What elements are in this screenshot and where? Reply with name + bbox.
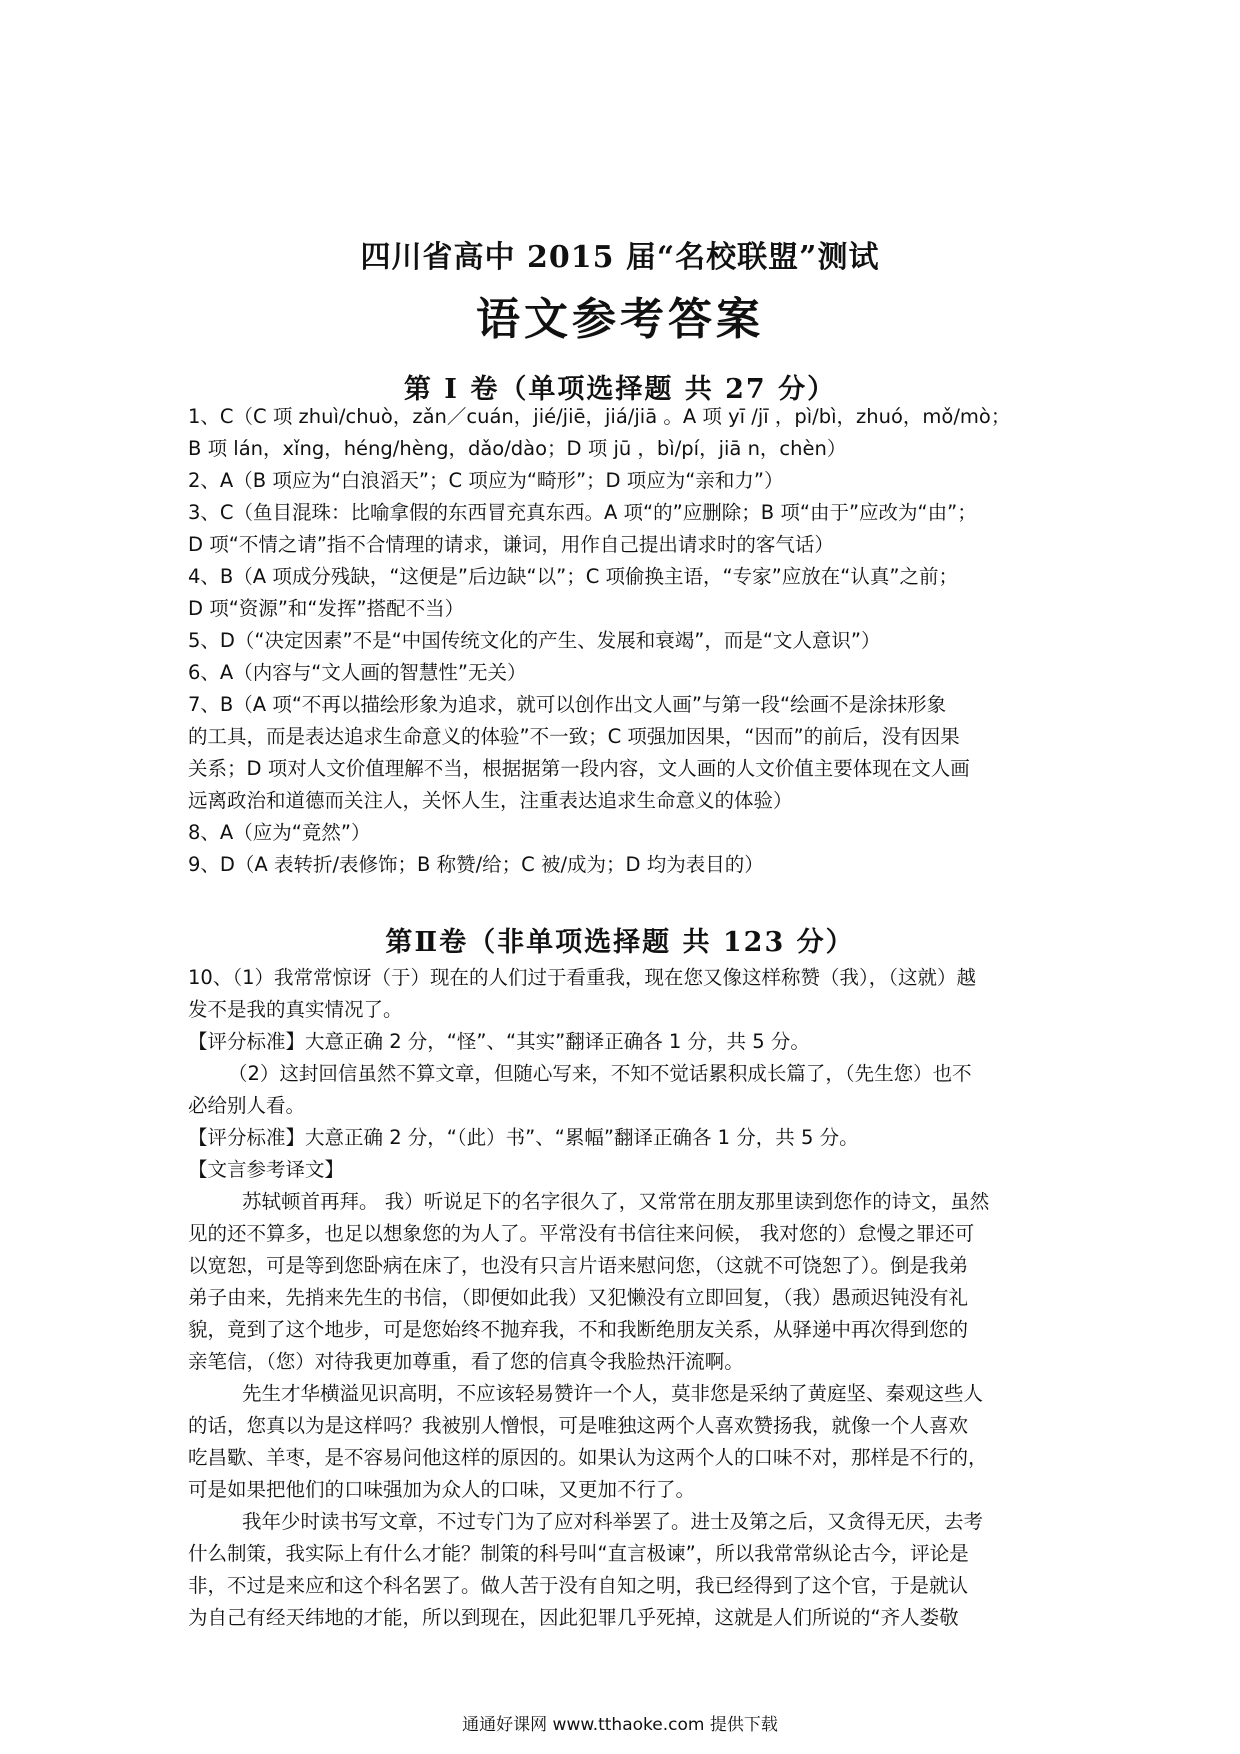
translation-line: 见的还不算多，也足以想象您的为人了。平常没有书信往来问候， 我对您的）怠慢之罪还可 xyxy=(188,1222,975,1245)
section2-answers xyxy=(188,962,1088,1634)
translation-line: 什么制策，我实际上有什么才能？制策的科号叫“直言极谏”，所以我常常纵论古今，评论是 xyxy=(188,1542,969,1565)
answer-line: 1、C（C 项 zhuì/chuò，zǎn／cuán，jié/jiē，jiá/jiā 。A 项 yī /jī ，pì/bì，zhuó，mǒ/mò； xyxy=(188,405,1011,428)
footer-watermark: 通通好课网 www.tthaoke.com 提供下载 xyxy=(462,1715,778,1735)
translation-line: 非，不过是来应和这个科名罢了。做人苦于没有自知之明，我已经得到了这个官，于是就认 xyxy=(188,1574,969,1597)
answer-line: （2）这封回信虽然不算文章，但随心写来，不知不觉话累积成长篇了，（先生您）也不 xyxy=(228,1062,972,1085)
answer-line: 10、（1）我常常惊讶（于）现在的人们过于看重我，现在您又像这样称赞（我），（这就）越 xyxy=(188,966,976,989)
scoring-standard-line: 【评分标准】大意正确 2 分，“（此）书”、“累幅”翻译正确各 1 分，共 5 分。 xyxy=(188,1126,859,1149)
section-heading-part2: 第Ⅱ卷（非单项选择题 共 123 分） xyxy=(385,927,855,958)
answer-line: 关系；D 项对人文价值理解不当，根据据第一段内容，文人画的人文价值主要体现在文人画 xyxy=(188,757,970,780)
translation-line: 可是如果把他们的口味强加为众人的口味，又更加不行了。 xyxy=(188,1478,696,1501)
translation-line: 先生才华横溢见识高明，不应该轻易赞许一个人，莫非您是采纳了黄庭坚、秦观这些人 xyxy=(242,1382,984,1405)
answer-line: D 项“不情之请”指不合情理的请求，谦词，用作自己提出请求时的客气话） xyxy=(188,533,834,556)
document-title: 四川省高中 2015 届“名校联盟”测试 xyxy=(360,240,880,275)
answer-line: 7、B（A 项“不再以描绘形象为追求，就可以创作出文人画”与第一段“绘画不是涂抹形象 xyxy=(188,693,947,716)
translation-line: 亲笔信，（您）对待我更加尊重，看了您的信真令我脸热汗流啊。 xyxy=(188,1350,744,1373)
translation-line: 的话，您真以为是这样吗？我被别人憎恨，可是唯独这两个人喜欢赞扬我，就像一个人喜欢 xyxy=(188,1414,969,1437)
answer-line: 4、B（A 项成分残缺，“这便是”后边缺“以”；C 项偷换主语，“专家”应放在“认真”之前； xyxy=(188,565,958,588)
document-subtitle: 语文参考答案 xyxy=(476,294,764,345)
translation-line: 苏轼顿首再拜。 我）听说足下的名字很久了，又常常在朋友那里读到您作的诗文，虽然 xyxy=(242,1190,990,1213)
translation-line: 貌，竟到了这个地步，可是您始终不抛弃我，不和我断绝朋友关系，从驿递中再次得到您的 xyxy=(188,1318,969,1341)
section1-answers xyxy=(188,401,1088,881)
answer-line: 9、D（A 表转折/表修饰；B 称赞/给；C 被/成为；D 均为表目的） xyxy=(188,853,764,876)
translation-line: 为自己有经天纬地的才能，所以到现在，因此犯罪几乎死掉，这就是人们所说的“齐人娄敬 xyxy=(188,1606,959,1629)
answer-line: D 项“资源”和“发挥”搭配不当） xyxy=(188,597,465,620)
translation-line: 弟子由来，先捎来先生的书信，（即便如此我）又犯懒没有立即回复，（我）愚顽迟钝没有礼 xyxy=(188,1286,969,1309)
answer-line: 6、A（内容与“文人画的智慧性”无关） xyxy=(188,661,527,684)
answer-line: 远离政治和道德而关注人，关怀人生，注重表达追求生命意义的体验） xyxy=(188,789,793,812)
translation-line: 吃昌歜、羊枣，是不容易问他这样的原因的。如果认为这两个人的口味不对，那样是不行的， xyxy=(188,1446,988,1469)
answer-line: 5、D（“决定因素”不是“中国传统文化的产生、发展和衰竭”，而是“文人意识”） xyxy=(188,629,881,652)
translation-line: 以宽恕，可是等到您卧病在床了，也没有只言片语来慰问您，（这就不可饶恕了）。倒是我弟 xyxy=(188,1254,969,1277)
section-heading-part1: 第 Ⅰ 卷（单项选择题 共 27 分） xyxy=(403,374,837,405)
answer-line: 的工具，而是表达追求生命意义的体验”不一致；C 项强加因果，“因而”的前后，没有因果 xyxy=(188,725,960,748)
answer-line: 发不是我的真实情况了。 xyxy=(188,998,403,1021)
translation-line: 我年少时读书写文章，不过专门为了应对科举罢了。进士及第之后，又贪得无厌，去考 xyxy=(242,1510,984,1533)
translation-heading: 【文言参考译文】 xyxy=(188,1158,345,1181)
answer-line: 3、C（鱼目混珠：比喻拿假的东西冒充真东西。A 项“的”应删除；B 项“由于”应改为“由”； xyxy=(188,501,977,524)
answer-line: 2、A（B 项应为“白浪滔天”；C 项应为“畸形”；D 项应为“亲和力”） xyxy=(188,469,784,492)
answer-line: 8、A（应为“竟然”） xyxy=(188,821,371,844)
scoring-standard-line: 【评分标准】大意正确 2 分，“怪”、“其实”翻译正确各 1 分，共 5 分。 xyxy=(188,1030,810,1053)
answer-line: B 项 lán，xǐng，héng/hèng，dǎo/dào；D 项 jū ，bì/pí，jiā n，chèn） xyxy=(188,437,847,460)
answer-line: 必给别人看。 xyxy=(188,1094,306,1117)
